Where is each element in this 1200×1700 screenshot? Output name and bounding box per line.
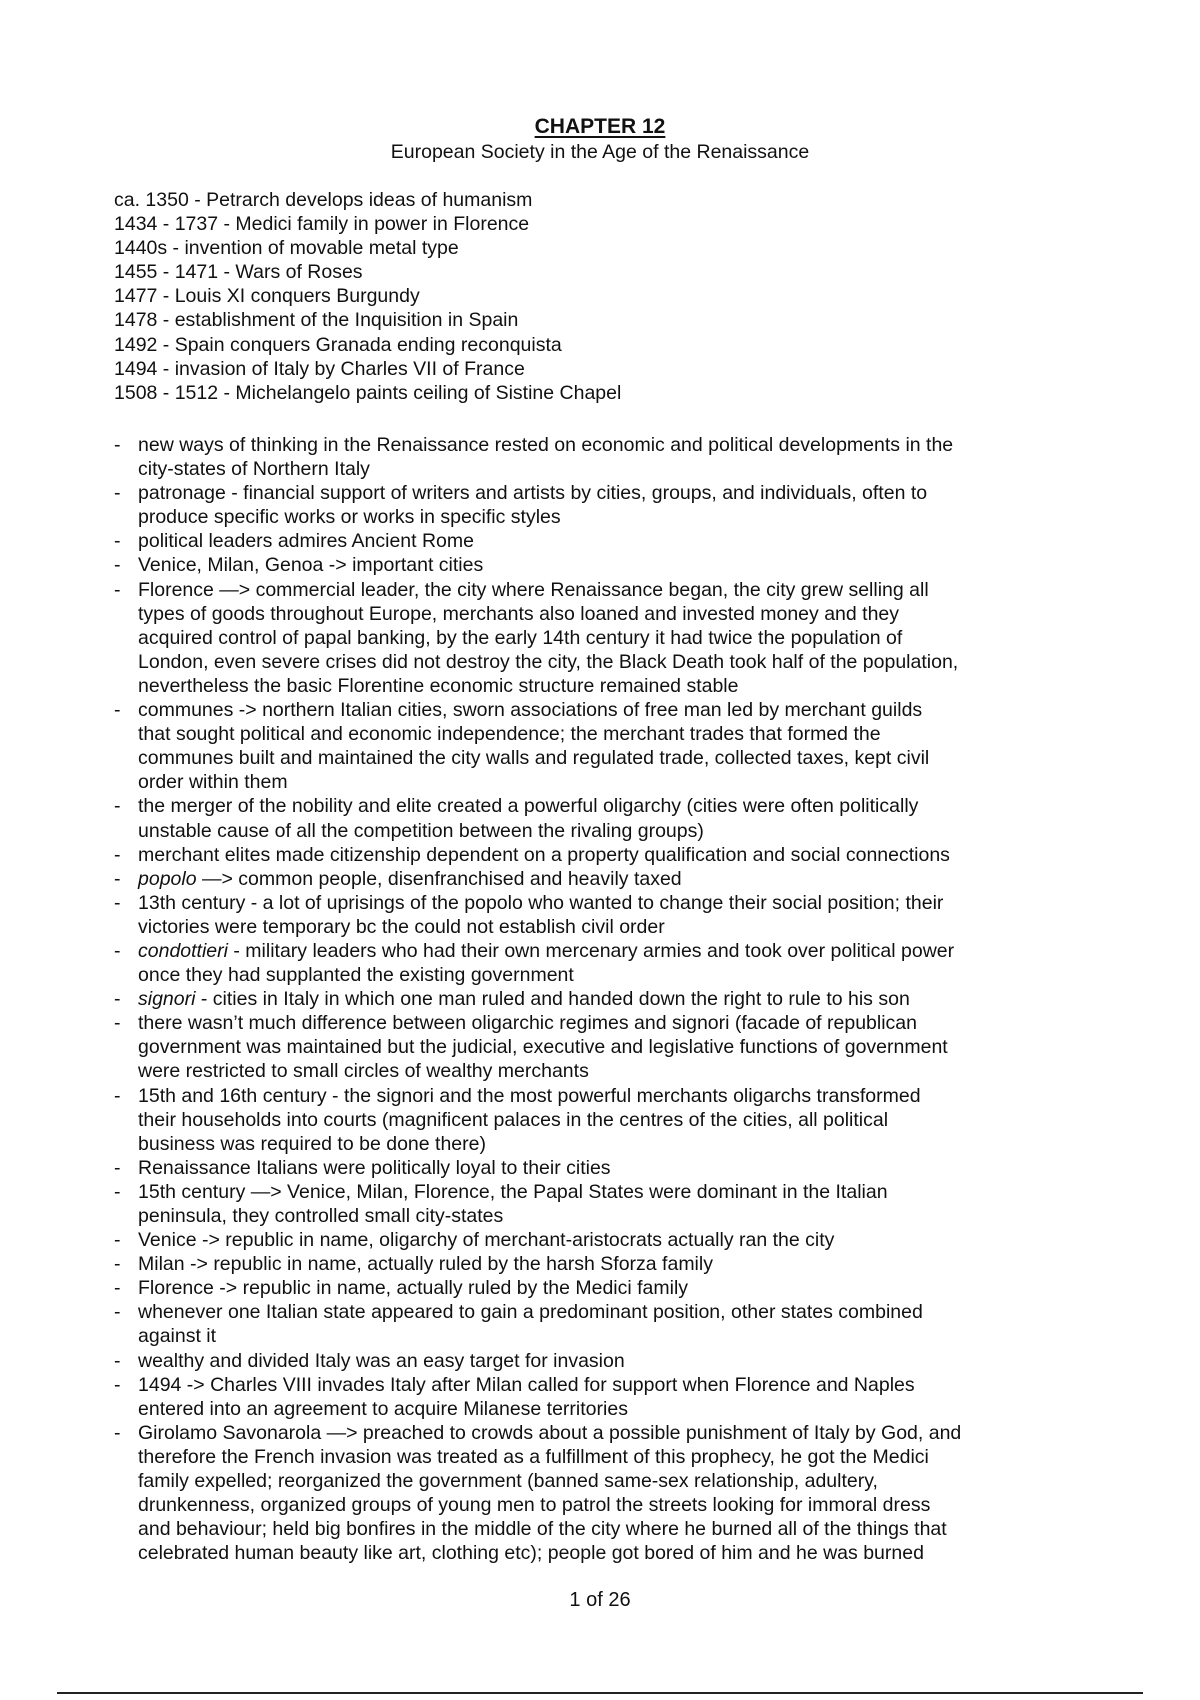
bullet-dash: -	[114, 1373, 121, 1396]
note-line-text: communes -> northern Italian cities, sworn associations of free man led by merchant guilds	[138, 699, 923, 722]
note-line-text: once they had supplanted the existing government	[138, 964, 574, 987]
note-line	[138, 698, 1114, 722]
note-text	[138, 553, 1114, 577]
note-line	[138, 1156, 1114, 1180]
note-item	[114, 891, 1114, 939]
note-line	[138, 1035, 1114, 1059]
note-line-text: Florence -> republic in name, actually ruled by the Medici family	[138, 1277, 689, 1300]
note-text	[138, 1084, 1114, 1156]
timeline-entry: 1478 - establishment of the Inquisition in Spain	[114, 309, 519, 332]
note-text	[138, 939, 1114, 987]
bullet-dash: -	[114, 795, 121, 818]
timeline-entry: 1455 - 1471 - Wars of Roses	[114, 261, 363, 284]
note-line	[138, 1011, 1114, 1035]
bullet-dash: -	[114, 1421, 121, 1444]
note-line-text: and behaviour; held big bonfires in the middle of the city where he burned all of the things that	[138, 1518, 947, 1541]
note-line-text: - military leaders who had their own mercenary armies and took over political power	[227, 939, 955, 962]
note-line-text: Renaissance Italians were politically loyal to their cities	[138, 1156, 611, 1179]
note-line	[138, 650, 1114, 674]
note-line-text: family expelled; reorganized the government (banned same-sex relationship, adultery,	[138, 1470, 878, 1493]
note-line	[138, 1397, 1114, 1421]
note-line-text: their households into courts (magnificent palaces in the centres of the cities, all political	[138, 1108, 889, 1131]
note-line-text: against it	[138, 1325, 217, 1348]
note-line-text: drunkenness, organized groups of young men to patrol the streets looking for immoral dress	[138, 1494, 931, 1517]
note-text	[138, 481, 1114, 529]
note-line	[138, 1373, 1114, 1397]
bullet-dash: -	[114, 482, 121, 505]
bullet-dash: -	[114, 1301, 121, 1324]
note-line-text: 15th century —> Venice, Milan, Florence, the Papal States were dominant in the Italian	[138, 1180, 888, 1203]
note-text	[138, 867, 1114, 891]
note-line	[138, 819, 1114, 843]
note-line	[138, 1469, 1114, 1493]
note-item	[114, 1300, 1114, 1348]
note-item	[114, 1349, 1114, 1373]
note-line	[138, 867, 1114, 891]
note-line-text: government was maintained but the judicial, executive and legislative functions of government	[138, 1036, 948, 1059]
note-item	[114, 867, 1114, 891]
bullet-dash: -	[114, 1349, 121, 1372]
note-line	[138, 1445, 1114, 1469]
note-line	[138, 505, 1114, 529]
note-line-text: were restricted to small circles of wealthy merchants	[138, 1060, 589, 1083]
note-line-text: 15th and 16th century - the signori and the most powerful merchants oligarchs transformed	[138, 1084, 921, 1107]
note-item	[114, 1276, 1114, 1300]
note-line-text: wealthy and divided Italy was an easy target for invasion	[138, 1349, 625, 1372]
note-text	[138, 1252, 1114, 1276]
note-line-text: business was required to be done there)	[138, 1132, 486, 1155]
note-text	[138, 987, 1114, 1011]
note-line	[138, 1228, 1114, 1252]
note-text	[138, 1011, 1114, 1083]
note-line-text: city-states of Northern Italy	[138, 458, 370, 481]
note-text	[138, 794, 1114, 842]
note-line	[138, 578, 1114, 602]
bullet-dash: -	[114, 1012, 121, 1035]
note-line-text: London, even severe crises did not destroy the city, the Black Death took half of the population,	[138, 650, 959, 673]
note-item	[114, 698, 1114, 794]
note-item	[114, 578, 1114, 698]
page-number: 1 of 26	[569, 1589, 631, 1611]
note-line	[138, 1252, 1114, 1276]
note-line-text: therefore the French invasion was treated as a fulfillment of this prophecy, he got the Medici	[138, 1445, 929, 1468]
note-line-text: peninsula, they controlled small city-states	[138, 1205, 504, 1227]
note-item	[114, 1252, 1114, 1276]
note-line	[138, 1276, 1114, 1300]
bullet-dash: -	[114, 434, 121, 456]
note-item	[114, 1156, 1114, 1180]
note-line	[138, 674, 1114, 698]
note-term: popolo	[138, 867, 197, 890]
note-line	[138, 457, 1114, 481]
note-text	[138, 1228, 1114, 1252]
note-item	[114, 843, 1114, 867]
bullet-dash: -	[114, 554, 121, 577]
note-line-text: new ways of thinking in the Renaissance rested on economic and political developments in the	[138, 434, 954, 456]
note-item	[114, 939, 1114, 987]
note-item	[114, 1011, 1114, 1083]
note-text	[138, 578, 1114, 698]
timeline-entry: 1494 - invasion of Italy by Charles VII of France	[114, 357, 525, 380]
bullet-dash: -	[114, 843, 121, 866]
bullet-dash: -	[114, 1229, 121, 1252]
note-line	[138, 481, 1114, 505]
note-line-text: Venice -> republic in name, oligarchy of merchant-aristocrats actually ran the city	[138, 1229, 835, 1252]
note-item	[114, 1180, 1114, 1228]
timeline-entry: 1492 - Spain conquers Granada ending reconquista	[114, 333, 562, 356]
bullet-dash: -	[114, 1277, 121, 1300]
bullet-dash: -	[114, 939, 121, 962]
note-line-text: Milan -> republic in name, actually ruled by the harsh Sforza family	[138, 1253, 713, 1276]
note-line	[138, 939, 1114, 963]
note-item	[114, 794, 1114, 842]
note-line	[138, 1493, 1114, 1517]
note-line	[138, 794, 1114, 818]
note-item	[114, 529, 1114, 553]
note-line	[138, 529, 1114, 553]
note-line-text: that sought political and economic independence; the merchant trades that formed the	[138, 723, 881, 746]
note-line	[138, 1541, 1114, 1565]
note-text	[138, 433, 1114, 481]
note-line-text: order within them	[138, 771, 288, 794]
note-line-text: nevertheless the basic Florentine economic structure remained stable	[138, 674, 739, 697]
note-line-text: unstable cause of all the competition between the rivaling groups)	[138, 819, 704, 842]
note-text	[138, 1180, 1114, 1228]
note-line-text: communes built and maintained the city walls and regulated trade, collected taxes, kept civil	[138, 747, 930, 770]
note-line	[138, 770, 1114, 794]
note-line	[138, 1324, 1114, 1348]
note-line	[138, 1132, 1114, 1156]
note-line	[138, 987, 1114, 1011]
note-text	[138, 1276, 1114, 1300]
note-line	[138, 915, 1114, 939]
note-line-text: —> common people, disenfranchised and heavily taxed	[196, 867, 682, 890]
bottom-divider	[57, 1692, 1143, 1694]
note-line	[138, 891, 1114, 915]
note-line	[138, 626, 1114, 650]
timeline-entry: 1508 - 1512 - Michelangelo paints ceiling of Sistine Chapel	[114, 381, 622, 404]
note-line-text: - cities in Italy in which one man ruled and handed down the right to rule to his son	[195, 988, 910, 1011]
note-item	[114, 1228, 1114, 1252]
bullet-dash: -	[114, 1084, 121, 1107]
note-line	[138, 602, 1114, 626]
note-text	[138, 1373, 1114, 1421]
timeline-entry: 1434 - 1737 - Medici family in power in Florence	[114, 213, 530, 236]
note-line	[138, 746, 1114, 770]
bullet-dash: -	[114, 578, 121, 601]
note-line	[138, 843, 1114, 867]
note-item	[114, 987, 1114, 1011]
note-item	[114, 1373, 1114, 1421]
note-text	[138, 1349, 1114, 1373]
note-line	[138, 1180, 1114, 1204]
note-line-text: produce specific works or works in specific styles	[138, 506, 561, 529]
note-line-text: acquired control of papal banking, by the early 14th century it had twice the population of	[138, 626, 903, 649]
note-line	[138, 1349, 1114, 1373]
bullet-dash: -	[114, 891, 121, 914]
timeline-entry: 1477 - Louis XI conquers Burgundy	[114, 285, 420, 308]
note-text	[138, 843, 1114, 867]
bullet-dash: -	[114, 988, 121, 1011]
note-line	[138, 1084, 1114, 1108]
note-line-text: Florence —> commercial leader, the city where Renaissance began, the city grew selling all	[138, 578, 929, 601]
note-line	[138, 1108, 1114, 1132]
note-line	[138, 553, 1114, 577]
note-line-text: political leaders admires Ancient Rome	[138, 530, 474, 553]
note-line	[138, 963, 1114, 987]
bullet-dash: -	[114, 1180, 121, 1203]
note-line-text: entered into an agreement to acquire Milanese territories	[138, 1397, 628, 1420]
note-line	[138, 722, 1114, 746]
note-text	[138, 891, 1114, 939]
note-line	[138, 1204, 1114, 1228]
note-line	[138, 1059, 1114, 1083]
note-line-text: celebrated human beauty like art, clothing etc); people got bored of him and he was burned	[138, 1542, 924, 1565]
note-line-text: types of goods throughout Europe, merchants also loaned and invested money and they	[138, 602, 900, 625]
note-item	[114, 433, 1114, 481]
note-line-text: Girolamo Savonarola —> preached to crowds about a possible punishment of Italy by God, and	[138, 1421, 962, 1444]
note-line	[138, 1421, 1114, 1445]
bullet-dash: -	[114, 1156, 121, 1179]
note-term: signori	[138, 988, 196, 1011]
note-text	[138, 1300, 1114, 1348]
note-item	[114, 1421, 1114, 1566]
note-line-text: 13th century - a lot of uprisings of the popolo who wanted to change their social position; their	[138, 891, 944, 914]
note-line-text: whenever one Italian state appeared to gain a predominant position, other states combined	[138, 1301, 923, 1324]
note-line-text: the merger of the nobility and elite created a powerful oligarchy (cities were often politically	[138, 795, 919, 818]
note-item	[114, 553, 1114, 577]
chapter-subtitle: European Society in the Age of the Renaissance	[390, 141, 810, 163]
notes-list	[114, 433, 1114, 1565]
bullet-dash: -	[114, 867, 121, 890]
bullet-dash: -	[114, 1253, 121, 1276]
note-item	[114, 1084, 1114, 1156]
note-line-text: patronage - financial support of writers and artists by cities, groups, and individuals, often to	[138, 482, 928, 505]
note-item	[114, 481, 1114, 529]
note-line	[138, 433, 1114, 457]
note-term: condottieri	[138, 939, 228, 962]
note-line-text: merchant elites made citizenship dependent on a property qualification and social connections	[138, 843, 950, 866]
bullet-dash: -	[114, 530, 121, 553]
chapter-title: CHAPTER 12	[534, 115, 666, 138]
note-line-text: there wasn’t much difference between oligarchic regimes and signori (facade of republican	[138, 1012, 917, 1035]
note-line	[138, 1517, 1114, 1541]
note-line	[138, 1300, 1114, 1324]
note-text	[138, 698, 1114, 794]
bullet-dash: -	[114, 699, 121, 722]
note-text	[138, 1421, 1114, 1566]
note-text	[138, 529, 1114, 553]
note-line-text: 1494 -> Charles VIII invades Italy after Milan called for support when Florence and Naples	[138, 1373, 915, 1396]
timeline-list	[114, 188, 1114, 405]
note-line-text: victories were temporary bc the could not establish civil order	[138, 915, 665, 938]
timeline-entry: 1440s - invention of movable metal type	[114, 237, 459, 260]
timeline-entry: ca. 1350 - Petrarch develops ideas of humanism	[114, 189, 533, 211]
note-text	[138, 1156, 1114, 1180]
note-line-text: Venice, Milan, Genoa -> important cities	[138, 554, 484, 577]
